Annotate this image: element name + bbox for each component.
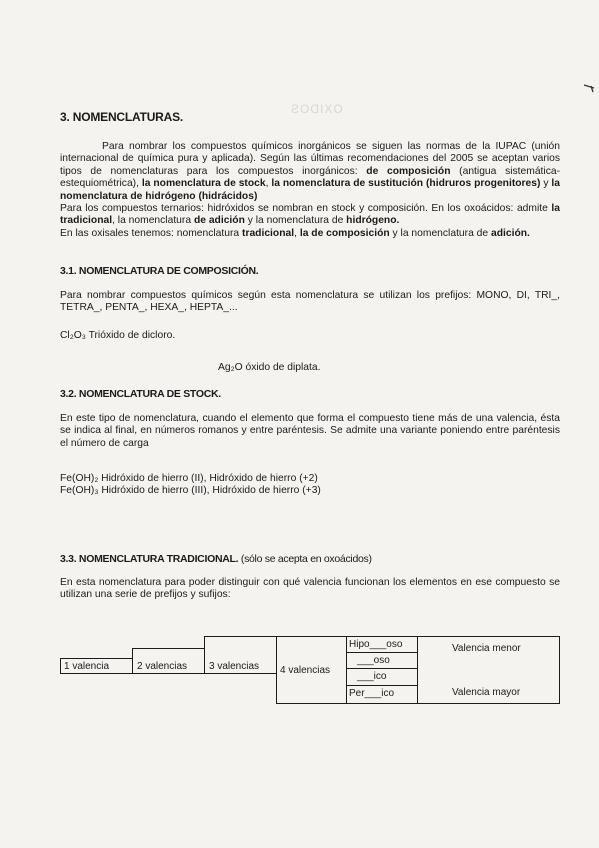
affix-ico: ___ico [357, 671, 387, 682]
intro-bold: de adición [193, 215, 245, 227]
intro-bold: hidrógeno. [346, 215, 400, 227]
intro-paragraph-3 [60, 228, 560, 240]
valence-table [60, 636, 560, 704]
s32-text: En este tipo de nomenclatura, cuando el elemento que forma el compuesto tiene más de una valencia, ésta se indica al final, en números romanos y entre paréntesis. Se admite una variante poniendo entre paréntesis el número de carga [60, 413, 560, 449]
intro-bold: la de composición [299, 227, 390, 239]
intro-bold: la tradicional [60, 203, 560, 227]
intro-text: Para los compuestos ternarios: hidróxidos se nombran en stock y composición. En los oxoácidos: admite [60, 203, 552, 215]
s31-example-2: Ag₂O óxido de diplata. [218, 362, 321, 373]
affix-oso: ___oso [357, 655, 390, 666]
s32-heading: 3.2. NOMENCLATURA DE STOCK. [60, 388, 221, 400]
table-cell-4-valencias [276, 636, 347, 704]
s31-heading-block [60, 265, 560, 277]
intro-text: (antigua sistemática-estequiométrica), [60, 165, 560, 190]
s33-heading-bold: 3.3. NOMENCLATURA TRADICIONAL. [60, 553, 239, 565]
s32-example-2: Fe(OH)₃ Hidróxido de hierro (III), Hidróxido de hierro (+3) [60, 485, 321, 496]
intro-bold: adición. [490, 227, 530, 239]
s32-body [60, 413, 560, 450]
valencia-mayor-label: Valencia mayor [452, 687, 521, 698]
table-label: 4 valencias [280, 665, 331, 676]
intro-text: , [265, 178, 272, 190]
table-cell-2-valencias [132, 648, 205, 674]
intro-text: , [294, 227, 300, 239]
s31-heading: 3.1. NOMENCLATURA DE COMPOSICIÓN. [60, 265, 259, 277]
s33-text: En esta nomenclatura para poder distinguir con qué valencia funcionan los elementos en ese compuesto se utilizan una serie de prefijos y sufijos: [60, 577, 560, 601]
table-affix-column [346, 636, 418, 704]
intro-bold: la nomenclatura de stock [141, 178, 266, 190]
intro-text: y la nomenclatura de [244, 215, 347, 227]
intro-text: y [540, 178, 552, 190]
intro-text: Para nombrar los compuestos químicos inorgánicos se siguen las normas de la IUPAC (unión internacional de química pura y aplicada). Según las últimas recomendaciones del 2005 se aceptan varios tipos de nomenclaturas para los compuestos inorgánicos: [60, 141, 560, 177]
table-label: 2 valencias [137, 661, 188, 672]
intro-paragraph-2 [60, 203, 560, 228]
intro-text: En las oxisales tenemos: nomenclatura [60, 227, 243, 239]
table-valence-column [417, 636, 560, 704]
bleed-through-text: OXIDOS [290, 102, 343, 116]
intro-text: , la nomenclatura [112, 215, 194, 227]
s31-text: Para nombrar compuestos químicos según esta nomenclatura se utilizan los prefijos: MONO, DI, TRI_, TETRA_, PENTA_, HEXA_, HEPTA_... [60, 290, 560, 314]
table-row-divider [346, 668, 418, 669]
corner-mark [583, 83, 595, 93]
s31-example-1: Cl₂O₃ Trióxido de dicloro. [60, 330, 176, 341]
s32-heading-block [60, 388, 560, 400]
valencia-menor-label: Valencia menor [452, 643, 521, 654]
table-row-divider [346, 685, 418, 686]
table-cell-3-valencias [204, 636, 277, 674]
s33-heading-note: (sólo se acepta en oxoácidos) [238, 553, 372, 565]
page-title: 3. NOMENCLATURAS. [60, 110, 184, 124]
section-title [60, 110, 560, 124]
intro-paragraph-1 [60, 141, 560, 203]
table-label: 1 valencia [64, 661, 110, 672]
intro-bold: la nomenclatura de sustitución (hidruros progenitores) [271, 178, 541, 190]
intro-block [60, 141, 560, 240]
table-label: 3 valencias [209, 661, 260, 672]
table-row-divider [346, 652, 418, 653]
intro-bold: de composición [366, 165, 451, 177]
s33-heading-block [60, 553, 560, 565]
intro-bold: tradicional [242, 227, 295, 239]
s33-heading [60, 553, 560, 565]
affix-per-ico: Per___ico [349, 688, 395, 699]
intro-text: y la nomenclatura de [389, 227, 491, 239]
table-cell-1-valencia [60, 658, 133, 674]
intro-bold: la nomenclatura de hidrógeno (hidrácidos) [60, 178, 560, 202]
affix-hipo-oso: Hipo___oso [349, 639, 403, 650]
s31-body [60, 290, 560, 315]
s33-body [60, 577, 560, 602]
s32-example-1: Fe(OH)₂ Hidróxido de hierro (II), Hidróxido de hierro (+2) [60, 473, 318, 484]
